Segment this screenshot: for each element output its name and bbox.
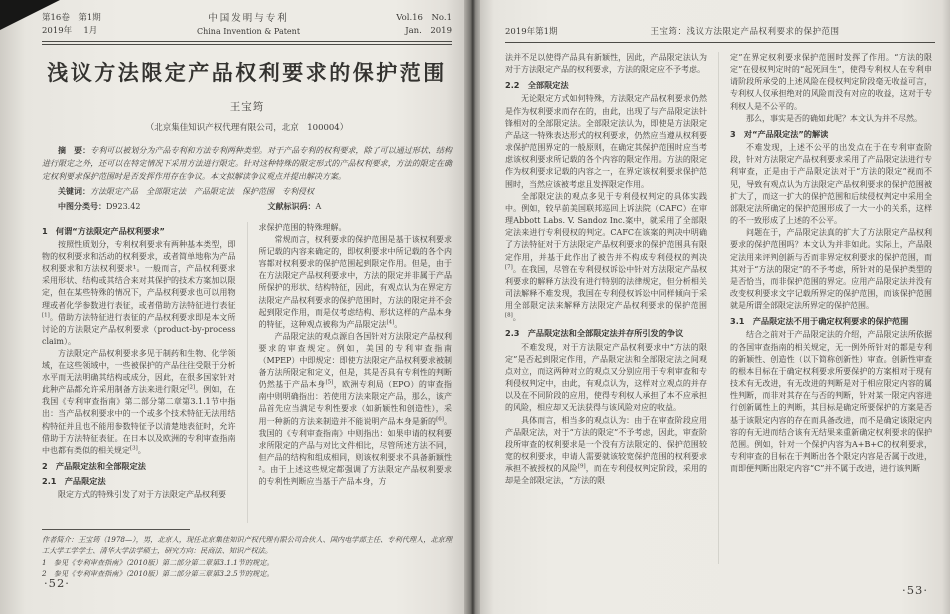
footnote-1: 1 参见《专利审查指南》（2010版）第二部分第二章第3.1.1节的规定。 [42,558,274,567]
body-paragraph: 定”在界定权利要求保护范围时发挥了作用。“方法的限定”在侵权判定时的“起死回生”，使得专利权人在专利申请阶段所承受的上述风险在侵权判定阶段毫无收益可言，专利权人仅承担绝对的风险而没有对应的收益，这对于专利权人是不公平的。 [730,53,932,111]
body-paragraph: 限定方式的特殊引发了对于方法限定产品权利要 [58,489,226,499]
book-spine-shadow [464,0,481,614]
masthead-journal-title [197,12,300,38]
abstract-label: 摘 要： [58,146,91,155]
right-page-number: ·53· [902,583,928,597]
left-page-number: ·52· [44,576,70,590]
masthead-volume-en [396,12,452,38]
body-paragraph: 方法限定产品权利要求多见于制药和生物、化学领域，在这些领域中，一些被保护的产品往往受限于分析水平而无法明确其结构或成分，因此，在很多国家针对此种产品都允许采用制备方法来进行限定[2]。例如，在我国《专利审查指南》第二部分第二章第3.1.1节中指出：当产品权利要求中的一个或多个技术特征无法用结构特征并且也不能用参数特征予以清楚地表征时，允许借助于方法特征表征。在日本以及欧洲的专利审查指南中也都有类似的相关规定[3]。 [42,348,236,455]
body-paragraph: 问题在于，产品限定法真的扩大了方法限定产品权利要求的保护范围吗？本文认为并非如此。实际上，产品限定法用来评判创新与否而非界定权利要求的保护范围，而其对于“方法的限定”的不予考虑，所针对的是保护类型的是否恰当，而非保护范围的界定。应用产品限定法并没有改变权利要求文字记载所界定的保护范围，而该保护范围就是所谓全部限定法所界定的保护范围。 [730,228,932,311]
running-header-spacer [875,26,935,38]
keywords-block [42,185,452,198]
section-heading: 3 对“产品限定法”的解读 [730,128,829,139]
section-heading: 2.2 全部限定法 [505,80,569,91]
body-paragraph: 无论限定方式如何特殊，方法限定产品权利要求仍然是作为权利要求而存在的，由此，出现了与产品限定法针锋相对的全部限定法。全部限定法认为，即使是方法限定产品这一特殊表达形式的权利要求，仍然应当遵从权利要求保护范围界定的一般原则，在确定其保护范围时应当考虑该权利要求所记载的各个内容的限定作用。方法的限定作为权利要求记载的内容之一，在界定该权利要求保护范围时，当然应该被考虑且发挥限定作用。 [505,94,707,189]
scan-corner-artifact [0,0,60,30]
footnotes-block [42,529,452,579]
clc-label: 中图分类号： [58,202,106,211]
classification-block [42,200,452,213]
running-header-title: 王宝筠：浅议方法限定产品权利要求的保护范围 [650,27,840,37]
abstract-block [42,144,452,183]
right-page-body [505,52,935,564]
vol-issue-en: Vol.16 No.1 [396,13,452,23]
left-page-column-1 [42,222,236,523]
vol-issue-cn: 第16卷 第1期 [42,13,101,23]
left-page-body [42,222,452,523]
section-heading: 2.3 产品限定法和全部限定法并存所引发的争议 [505,328,684,339]
section-heading: 1 何谓“方法限定产品权利要求” [42,226,165,236]
body-paragraph: 按照性质划分，专利权利要求有两种基本类型，即物的权利要求和活动的权利要求，或者简单地称为产品权利要求和方法权利要求¹。一般而言，产品权利要求采用形状、结构或其结合来对其保护的技术方案加以限定，但在某些特殊的情况下，产品权利要求也可以用物理或者化学参数进行表征，或者借助方法特征进行表征[1]。借助方法特征进行表征的产品权利要求即是本文所讨论的方法限定产品权利要求（product-by-process claim）。 [42,240,236,346]
right-page-column-2 [718,52,932,564]
running-header [505,26,935,38]
body-paragraph: 求保护范围的特殊理解。 [258,223,347,232]
abstract-text: 专利可以被划分为产品专利和方法专利两种类型。对于产品专利的权利要求，除了可以通过形状、结构进行限定之外，还可以在特定情况下采用方法进行限定。针对这种特殊的限定形式的产品权利要求，方法的限定在确定权利要求保护范围时是否发挥作用存在争议。本文拟解读争议观点并提出解决方案。 [42,146,453,181]
footnote-2: 2 参见《专利审查指南》（2010版）第二部分第三章第3.2.5节的规定。 [42,569,274,578]
section-heading: 2.1 产品限定法 [42,475,106,486]
running-header-issue: 2019年第1期 [505,27,558,37]
author-bio-footnote: 作者简介：王宝筠（1978—），男，北京人，现任北京集佳知识产权代理有限公司合伙人、国内电学部主任、专利代理人，北京理工大学工学学士、清华大学法学硕士，研究方向：民商法、知识产权法。 [42,535,453,555]
body-paragraph: 全部限定法的观点多见于专利侵权判定的具体实践中。例如，较早前美国联邦巡回上诉法院（CAFC）在审理Abbott Labs. V. Sandoz Inc.案中，就采用了全部限定法来进行专利侵权的判定。CAFC在该案的判决中明确了方法特征对于方法限定产品权利要求的保护范围具有限定作用，并基于此作出了被告并不构成专利侵权的判决[7]。在我国，尽管在专利侵权诉讼中针对方法限定产品权利要求的解释方法没有进行特别的法律规定，但分析相关司法解释不难发现，我国在专利侵权诉讼中同样倾向于采用全部限定法来解释方法限定产品权利要求的保护范围[8]。 [505,191,707,323]
journal-title-cn: 中国发明与专利 [208,13,289,24]
doc-code-value: A [315,202,322,211]
running-header-divider [505,42,935,43]
right-page [480,0,950,614]
right-page-column-1 [505,52,707,564]
left-page [0,0,466,614]
body-paragraph: 具体而言，相当多的观点认为：由于在审查阶段应用产品限定法，对于“方法的限定”不予考虑，因此，审查阶段所审查的权利要求是一个没有方法限定的、保护范围较宽的权利要求，申请人需要就该较宽保护范围的权利要求承担不被授权的风险[9]，而在专利侵权判定阶段，采用的却是全部限定法，“方法的限 [505,415,707,486]
article-affiliation: （北京集佳知识产权代理有限公司，北京 100004） [145,123,349,133]
body-paragraph: 常规而言，权利要求的保护范围是基于该权利要求所记载的内容来确定的，即权利要求中所记载的各个内容都对权利要求的保护范围起到限定作用。但是，由于在方法限定产品权利要求中，方法的限定并非属于产品所保护的形状、结构特征，因此，有观点认为在界定方法限定产品权利要求的保护范围时，方法的限定并不会起到限定作用，而是仅考虑结构、形状这样的产品本身的特征，这种观点被称为产品限定法[4]。 [258,235,452,329]
body-paragraph: 产品限定法的观点源自各国针对方法限定产品权利要求的审查规定。例如，美国的专利审查指南（MPEP）中即规定：即使方法限定产品权利要求被制备方法所限定和定义，但是，其是否具有专利性的判断仍然基于产品本身[5]，欧洲专利局（EPO）的审查指南中则明确指出：若使用方法来限定产品，那么，该产品首先应当满足专利性要求（如新颖性和创造性），采用一种新的方法来制造并不能说明产品本身是新的[6]。我国的《专利审查指南》中则指出：如果申请的权利要求所限定的产品与对比文件相比，尽管所述方法不同，但产品的结构和组成相同，则该权利要求不具备新颖性²。由于上述这些规定都强调了方法限定产品权利要求的专利性判断应当基于产品本身，方 [258,331,452,486]
keywords-text: 方法限定产品 全部限定法 产品限定法 保护范围 专利侵权 [90,187,314,196]
footnote-divider [42,529,190,530]
article-author: 王宝筠 [229,101,265,113]
article-title: 浅议方法限定产品权利要求的保护范围 [47,60,447,85]
keywords-label: 关键词： [58,187,90,196]
masthead-divider [42,41,452,45]
left-page-column-2 [247,222,453,523]
year-month-cn: 2019年 1月 [42,26,98,36]
doc-code-label: 文献标识码： [267,202,316,211]
year-month-en: Jan. 2019 [405,26,452,36]
body-paragraph: 法并不足以使得产品具有新颖性，因此，产品限定法认为对于方法限定产品的权利要求，方法的限定应不予考虑。 [505,53,707,75]
clc-value: D923.42 [106,202,141,211]
body-paragraph: 结合之前对于产品限定法的介绍，产品限定法所依据的各国审查指南的相关规定，无一例外所针对的都是专利的新颖性、创造性（以下简称创新性）审查。创新性审查的根本目标在于确定权利要求所要保护的方案相对于现有技术有无改进，有无改进的判断是对于相应限定内容的属性判断，而非对其存在与否的判断，针对某一限定内容进行创新属性上的判断，其目标是确定所要保护的方案是否基于该限定内容的存在而具备改进，而不是确定该限定内容的有无进而结合该有无结果来重新确定权利要求的保护范围。例如，针对一个保护内容为A+B+C的权利要求，专利审查的目标在于判断出各个限定内容是否属于改进，而即便判断出限定内容“C”并不属于改进，进行该判断 [730,330,932,474]
section-heading: 2 产品限定法和全部限定法 [42,460,146,471]
journal-title-en: China Invention & Patent [196,27,301,36]
body-paragraph: 不难发现，上述不公平的出发点在于在专利审查阶段，针对方法限定产品权利要求采用了产品限定法进行专利审查，正是由于产品限定法对于“方法的限定”视而不见，导致有观点认为方法限定产品权利要求的保护范围被扩大了，而这一扩大的保护范围和后续侵权判定中采用全部限定法所确定的保护范围形成了一大一小的关系，这样的不一致形成了上述的不公平。 [730,143,932,226]
body-paragraph: 不难发现，对于方法限定产品权利要求中“方法的限定”是否起到限定作用，产品限定法和全部限定法之间观点对立，而这两种对立的观点又分别应用于专利审查和专利侵权判定中，由此，有观点认为，这样对立观点的并存以及在不同阶段的应用，使得专利权人承担了本不应承担的风险，相应却又无法获得与该风险对应的收益。 [505,342,707,413]
body-paragraph: 那么，事实是否的确如此呢？本文认为并不尽然。 [746,113,922,123]
section-heading: 3.1 产品限定法不用于确定权利要求的保护范围 [730,316,909,327]
journal-masthead [42,12,452,38]
